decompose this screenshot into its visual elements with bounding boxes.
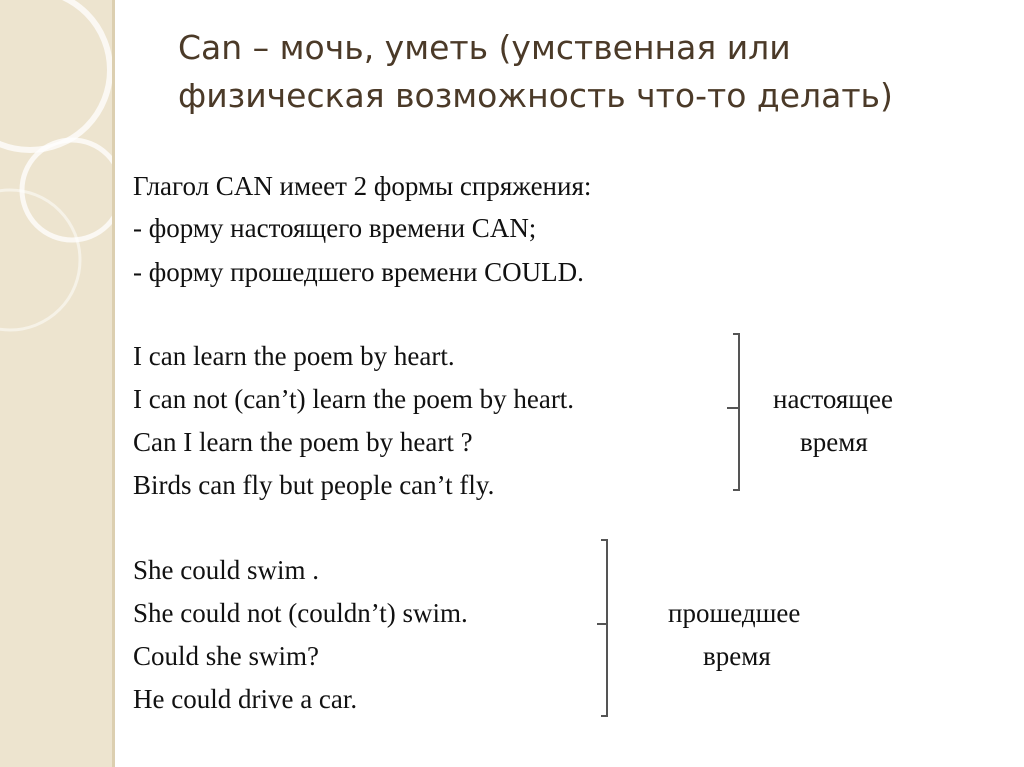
intro-line-1: Глагол CAN имеет 2 формы спряжения: [133, 171, 592, 201]
past-label-line-2: время [703, 641, 771, 671]
decorative-sidebar [0, 0, 112, 767]
past-example-4: He could drive a car. [133, 684, 358, 714]
decorative-circles [0, 0, 112, 767]
past-label-line-1: прошедшее [668, 598, 801, 628]
past-example-2: She could not (couldn’t) swim. [133, 598, 468, 628]
intro-line-3: - форму прошедшего времени COULD. [133, 257, 584, 287]
present-bracket [725, 330, 749, 495]
past-example-1: She could swim . [133, 555, 319, 585]
sidebar-divider [112, 0, 115, 767]
past-example-3: Could she swim? [133, 641, 319, 671]
present-label-line-2: время [800, 427, 868, 457]
present-example-1: I can learn the poem by heart. [133, 341, 455, 371]
slide-title: Can – мочь, уметь (умственная или физическая возможность что-то делать) [178, 28, 893, 115]
present-example-3: Can I learn the poem by heart ? [133, 427, 473, 457]
intro-line-2: - форму настоящего времени CAN; [133, 213, 537, 243]
past-bracket [595, 536, 619, 721]
present-example-2: I can not (can’t) learn the poem by heart. [133, 384, 575, 414]
present-example-4: Birds can fly but people can’t fly. [133, 470, 495, 500]
present-label-line-1: настоящее [773, 384, 894, 414]
